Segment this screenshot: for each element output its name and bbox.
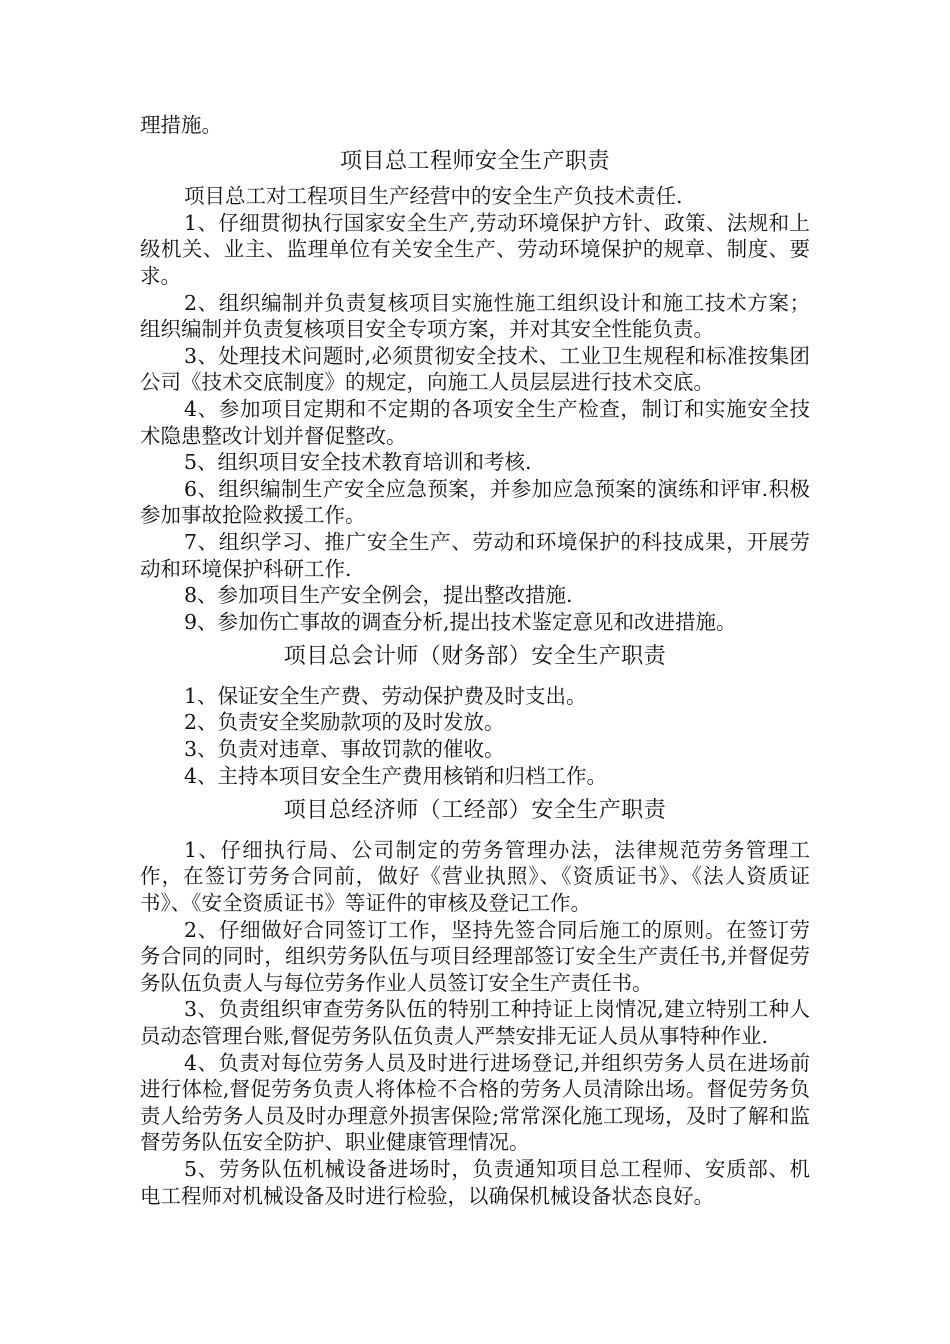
section-title-chief-economist: 项目总经济师（工经部）安全生产职责 (283, 798, 667, 824)
paragraph: 3、处理技术问题时,必须贯彻安全技术、工业卫生规程和标准按集团公司《技术交底制度》的规定，向施工人员层层进行技术交底。 (140, 343, 810, 395)
intro-fragment: 理措施。 (140, 113, 222, 137)
paragraph: 7、组织学习、推广安全生产、劳动和环境保护的科技成果，开展劳动和环境保护科研工作. (140, 529, 810, 581)
paragraph: 4、参加项目定期和不定期的各项安全生产检查，制订和实施安全技术隐患整改计划并督促整改。 (140, 396, 810, 448)
paragraph: 2、负责安全奖励款项的及时发放。 (184, 710, 505, 735)
paragraph: 5、组织项目安全技术教育培训和考核. (184, 450, 532, 475)
paragraph: 1、保证安全生产费、劳动保护费及时支出。 (184, 683, 587, 708)
paragraph: 9、参加伤亡事故的调查分析,提出技术鉴定意见和改进措施。 (184, 609, 737, 634)
document-page (140, 112, 810, 1209)
paragraph: 3、负责对违章、事故罚款的催收。 (184, 737, 505, 762)
paragraph: 4、负责对每位劳务人员及时进行进场登记,并组织劳务人员在进场前进行体检,督促劳务负责人将体检不合格的劳务人员清除出场。督促劳务负责人给劳务人员及时办理意外损害保险;常常深化施工现场，及时了解和监督劳务队伍安全防护、职业健康管理情况。 (140, 1050, 810, 1155)
section-title-chief-engineer: 项目总工程师安全生产职责 (339, 148, 610, 174)
paragraph: 3、负责组织审查劳务队伍的特别工种持证上岗情况,建立特别工种人员动态管理台账,督促劳务队伍负责人严禁安排无证人员从事特种作业. (140, 997, 810, 1048)
paragraph: 5、劳务队伍机械设备进场时，负责通知项目总工程师、安质部、机电工程师对机械设备及时进行检验，以确保机械设备状态良好。 (140, 1156, 810, 1208)
paragraph: 4、主持本项目安全生产费用核销和归档工作。 (184, 763, 608, 788)
paragraph: 2、仔细做好合同签订工作，坚持先签合同后施工的原则。在签订劳务合同的同时，组织劳务队伍与项目经理部签订安全生产责任书,并督促劳务队伍负责人与每位劳务作业人员签订安全生产责任书。 (140, 917, 810, 995)
section-title-chief-accountant: 项目总会计师（财务部）安全生产职责 (283, 644, 667, 670)
paragraph: 1、仔细贯彻执行国家安全生产,劳动环境保护方针、政策、法规和上级机关、业主、监理单位有关安全生产、劳动环境保护的规章、制度、要求。 (140, 210, 810, 288)
paragraph: 2、组织编制并负责复核项目实施性施工组织设计和施工技术方案；组织编制并负责复核项目安全专项方案，并对其安全性能负责。 (140, 290, 810, 342)
paragraph: 6、组织编制生产安全应急预案，并参加应急预案的演练和评审.积极参加事故抢险救援工作。 (140, 476, 810, 528)
paragraph: 1、仔细执行局、公司制定的劳务管理办法，法律规范劳务管理工作，在签订劳务合同前，做好《营业执照》、《资质证书》、《法人资质证书》、《安全资质证书》等证件的审核及登记工作。 (140, 837, 810, 916)
paragraph: 8、参加项目生产安全例会，提出整改措施. (184, 583, 573, 608)
paragraph: 项目总工对工程项目生产经营中的安全生产负技术责任. (184, 184, 683, 209)
